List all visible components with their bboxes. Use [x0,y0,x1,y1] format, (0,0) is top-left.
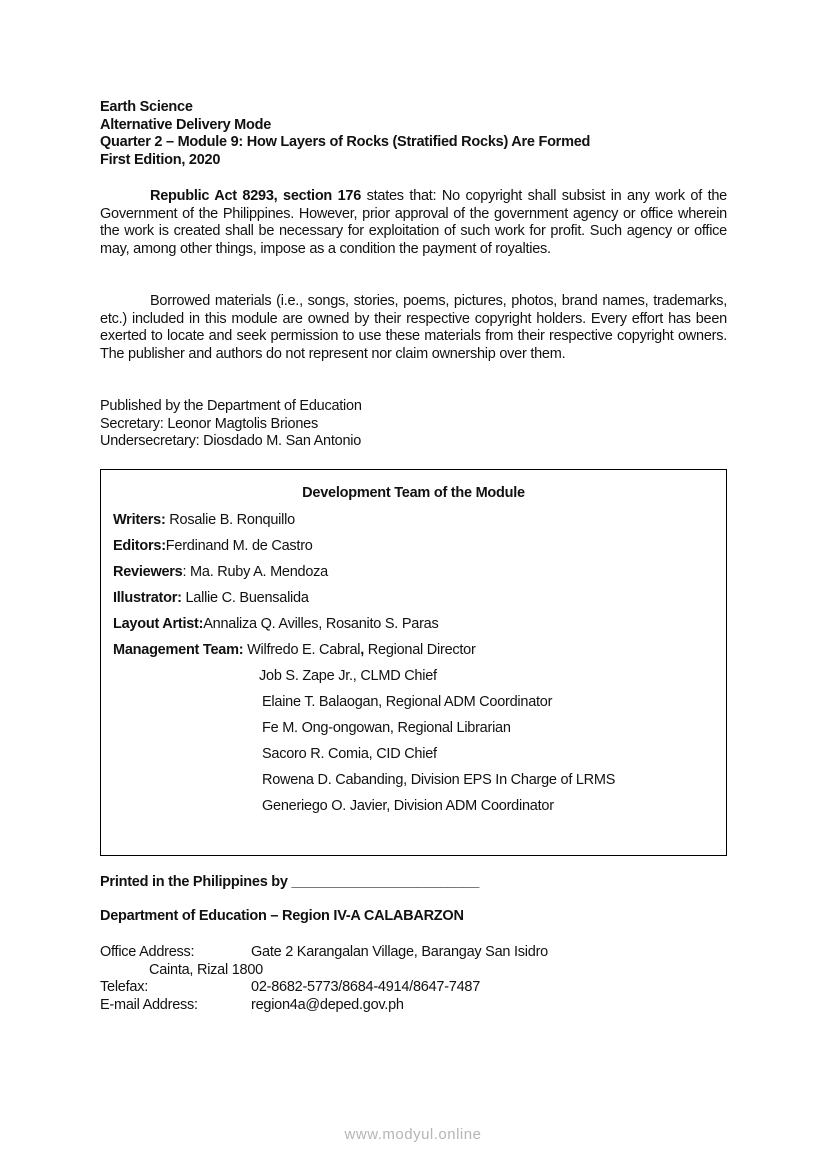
writers-label: Writers: [113,512,166,528]
comma: , [360,642,365,658]
illustrator-value: Lallie C. Buensalida [181,590,309,606]
management-member: Sacoro R. Comia, CID Chief [262,746,437,762]
reviewers-row [113,564,328,580]
secretary: Secretary: Leonor Magtolis Briones [100,415,318,432]
editors-label: Editors: [113,538,166,554]
management-first-role: Regional Director [364,642,476,658]
borrowed-materials-paragraph [100,293,727,363]
management-label: Management Team: [113,642,244,658]
editors-row [113,538,313,554]
office-address-value: Gate 2 Karangalan Village, Barangay San Isidro [251,944,548,960]
management-member: Elaine T. Balaogan, Regional ADM Coordinator [262,694,553,710]
office-address-value-2: Cainta, Rizal 1800 [149,961,263,978]
writers-row [113,512,295,528]
module-title: Quarter 2 – Module 9: How Layers of Rocks (Stratified Rocks) Are Formed [100,134,591,150]
reviewers-value: : Ma. Ruby A. Mendoza [182,564,328,580]
edition: First Edition, 2020 [100,151,221,168]
layout-artist-row [113,616,438,632]
management-member: Rowena D. Cabanding, Division EPS In Charge of LRMS [262,772,616,788]
region-office: Department of Education – Region IV-A CALABARZON [100,908,464,924]
undersecretary: Undersecretary: Diosdado M. San Antonio [100,433,362,449]
telefax-value: 02-8682-5773/8684-4914/8647-7487 [251,979,481,995]
writers-value: Rosalie B. Ronquillo [165,512,295,528]
watermark: www.modyul.online [344,1126,482,1143]
reviewers-label: Reviewers [113,564,183,580]
management-member: Fe M. Ong-ongowan, Regional Librarian [262,720,511,736]
published-by: Published by the Department of Education [100,398,362,414]
development-team-box [100,469,727,856]
management-first: Wilfredo E. Cabral [243,642,361,658]
editors-value: Ferdinand M. de Castro [165,538,313,554]
delivery-mode: Alternative Delivery Mode [100,116,272,133]
illustrator-row [113,590,309,606]
telefax-label: Telefax: [100,979,148,995]
layout-artist-value: Annaliza Q. Avilles, Rosanito S. Paras [203,616,439,632]
management-row [113,642,476,658]
contact-info [0,944,826,1024]
layout-artist-label: Layout Artist: [113,616,204,632]
management-member: Generiego O. Javier, Division ADM Coordinator [262,798,554,814]
illustrator-label: Illustrator: [113,590,182,606]
borrowed-text: Borrowed materials (i.e., songs, stories, poems, pictures, photos, brand names, trademarks, etc.) included in this module are owned by their respective copyright holders. Every effort has been exerted to locate and seek permission to use these materials from their respective copyright owners. The publisher and authors do not represent nor claim ownership over them. [100,293,727,362]
copyright-paragraph [100,188,727,258]
law-reference: Republic Act 8293, section 176 [150,188,362,204]
email-value: region4a@deped.gov.ph [251,996,404,1013]
publisher-info [100,398,362,451]
office-address-label: Office Address: [100,944,195,960]
team-title: Development Team of the Module [302,485,525,501]
printed-by: Printed in the Philippines by ________________________ [100,874,480,890]
email-label: E-mail Address: [100,996,198,1013]
law-text: states that: No copyright shall subsist in any work of the Government of the Philippines. However, prior approval of the government agency or office wherein the work is created shall be necessary for exploitation of such work for profit. Such agency or office may, among other things, impose as a condition the payment of royalties. [100,188,727,257]
module-header [100,99,590,169]
management-member: Job S. Zape Jr., CLMD Chief [259,668,437,684]
subject-title: Earth Science [100,99,193,115]
